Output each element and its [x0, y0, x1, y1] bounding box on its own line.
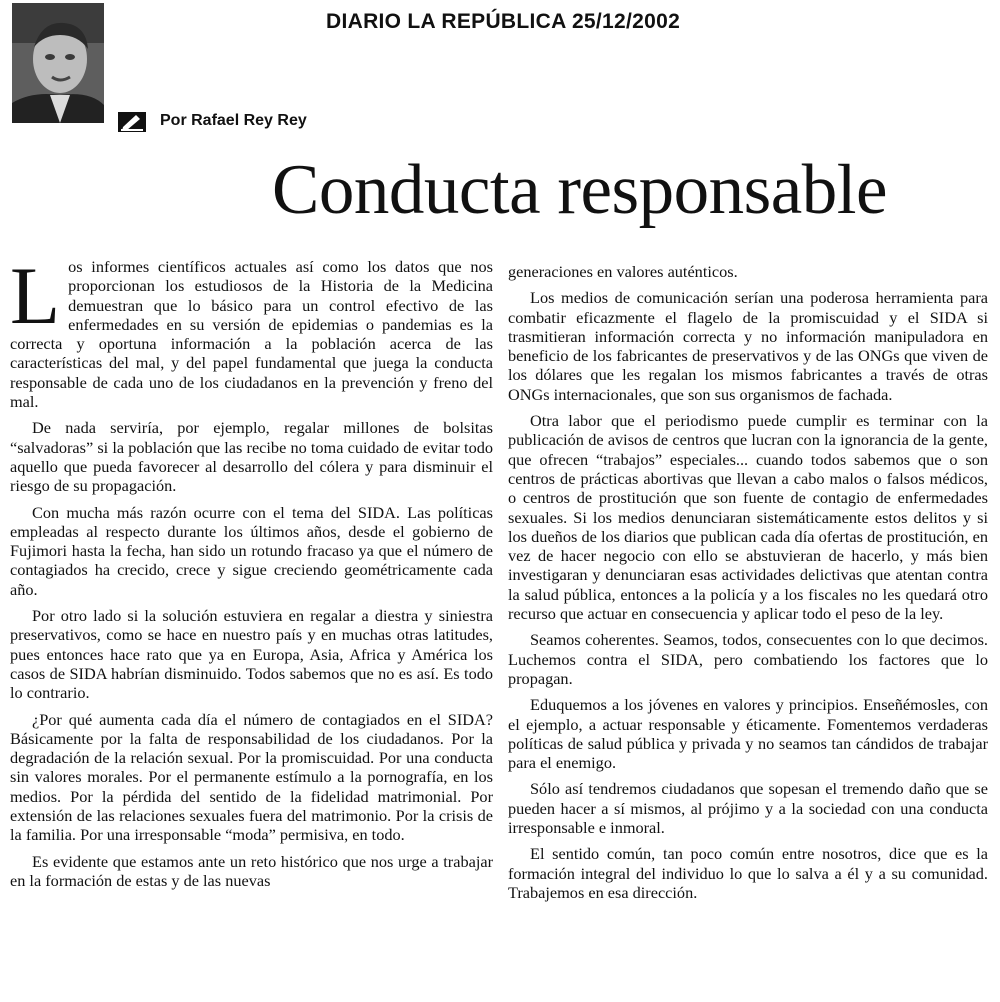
byline-author: Por Rafael Rey Rey: [160, 112, 307, 129]
paragraph: El sentido común, tan poco común entre nosotros, dice que es la formación integral del individuo lo que lo salva a él y a su comunidad. Trabajemos en esa dirección.: [508, 844, 988, 902]
paragraph: Con mucha más razón ocurre con el tema del SIDA. Las políticas empleadas al respecto durante los últimos años, desde el gobierno de Fujimori hasta la fecha, han sido un rotundo fracaso ya que el número de contagiados ha crecido, crece y sigue creciendo geométricamente cada año.: [10, 502, 493, 599]
author-portrait-image: [12, 3, 104, 123]
paragraph: Sólo así tendremos ciudadanos que sopesan el tremendo daño que se pueden hacer a sí mismos, al prójimo y a la sociedad con una conducta irresponsable e inmoral.: [508, 779, 988, 838]
article-column-left: [10, 250, 493, 897]
pen-icon: [118, 110, 146, 132]
paragraph: ¿Por qué aumenta cada día el número de contagiados en el SIDA? Básicamente por la falta de responsabilidad de los ciudadanos. Por la degradación de la relación sexual. Por la promiscuidad. Por una conducta sin valores morales. Por el permanente estímulo a la pornografía, en los medios. Por la pérdida del sentido de la fidelidad matrimonial. Por extensión de las relaciones sexuales fuera del matrimonio. Por la crisis de la familia. Por una irresponsable “moda” permisiva, en todo.: [10, 709, 493, 845]
paragraph: Los informes científicos actuales así como los datos que nos proporcionan los estudiosos de la Historia de la Medicina demuestran que lo básico para un control efectivo de las enfermedades en su versión de epidemias o pandemias es la correcta y oportuna información a la población acerca de las características del mal, y del papel fundamental que juega la conducta responsable de cada uno de los ciudadanos en la prevención y freno del mal.: [10, 250, 493, 412]
paragraph: Otra labor que el periodismo puede cumplir es terminar con la publicación de avisos de centros que lucran con la ignorancia de la gente, que ofrecen “trabajos” especiales... cuando todos sabemos que o son centros de prácticas abortivas que llevan a cabo malos o falsos médicos, o centros de prostitución que son fuente de contagio de enfermedades sexuales. Si los medios denunciaran sistemáticamente estos delitos y si los dueños de los diarios que publican cada día ofertas de prostitución, en vez de hacer negocio con ello se abstuvieran de hacerlo, y más bien investigaran y denunciaran esas actividades delictivas que atentan contra la salud pública, entonces a la policía y a los fiscales no les quedará otro recurso que actuar en consecuencia y aplicar todo el peso de la ley.: [508, 411, 988, 624]
paragraph: De nada serviría, por ejemplo, regalar millones de bolsitas “salvadoras” si la población que las recibe no toma cuidado de evitar todo aquello que pueda favorecer al desarrollo del cólera y para disminuir el riesgo de su propagación.: [10, 418, 493, 496]
article-column-right: [508, 262, 988, 909]
paragraph: Seamos coherentes. Seamos, todos, consecuentes con lo que decimos. Luchemos contra el SIDA, pero combatiendo los factores que lo propagan.: [508, 630, 988, 688]
paragraph: Eduquemos a los jóvenes en valores y principios. Enseñémosles, con el ejemplo, a actuar responsable y éticamente. Fomentemos verdaderas políticas de salud pública y privada y no seamos tan cándidos de trabajar para el enemigo.: [508, 695, 988, 773]
article-title: Conducta responsable: [272, 151, 888, 229]
paragraph: generaciones en valores auténticos.: [508, 262, 738, 281]
drop-cap: L: [10, 250, 61, 341]
newspaper-header: DIARIO LA REPÚBLICA 25/12/2002: [326, 10, 681, 33]
paragraph: Los medios de comunicación serían una poderosa herramienta para combatir eficazmente el flagelo de la promiscuidad y el SIDA si trasmitieran información correcta y no información manipuladora en beneficio de los fabricantes de preservativos y de las ONGs que viven de los dólares que les regalan los mismos fabricantes a través de otras ONGs internacionales, que son sus organismos de fachada.: [508, 288, 988, 404]
author-photo: [12, 3, 104, 123]
byline-row: [118, 110, 307, 132]
paragraph: Es evidente que estamos ante un reto histórico que nos urge a trabajar en la formación de estas y de las nuevas: [10, 851, 493, 890]
paragraph: Por otro lado si la solución estuviera en regalar a diestra y siniestra preservativos, como se hace en nuestro país y en muchas otras latitudes, pues entonces hace rato que ya en Europa, Asia, Africa y América los casos de SIDA habrían disminuido. Todos sabemos que no es así. Es todo lo contrario.: [10, 606, 493, 703]
